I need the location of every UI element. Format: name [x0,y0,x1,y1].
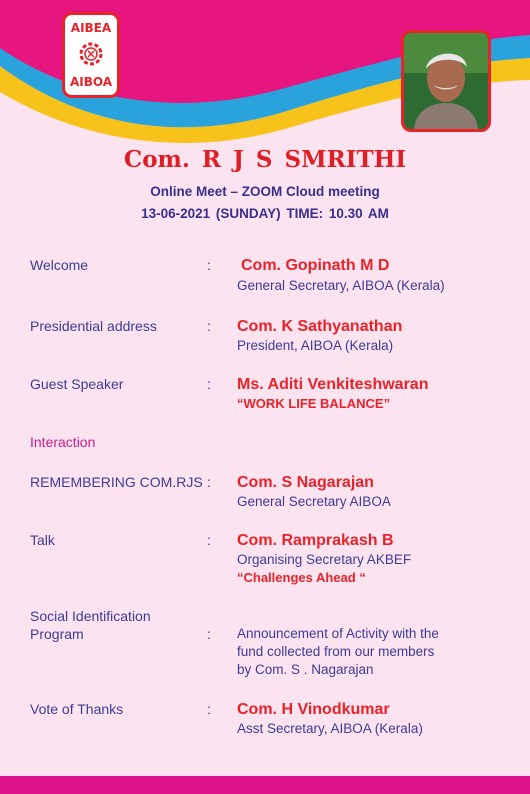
program-detail [237,531,517,587]
program-detail [237,473,517,511]
colon: : [207,626,211,642]
speaker-designation: General Secretary, AIBOA (Kerala) [237,278,445,293]
program-detail-info [237,277,517,295]
program-detail [237,375,517,413]
program-label [30,607,205,643]
colon: : [207,318,211,334]
colon: : [207,701,211,717]
colon: : [207,532,211,548]
program-label-line: Program [30,626,84,642]
colon: : [207,257,211,273]
portrait-image [404,33,488,129]
talk-topic: “Challenges Ahead “ [237,570,366,585]
program-detail [237,700,517,738]
speaker-name: Com. Gopinath M D [241,257,390,274]
colon: : [207,376,211,392]
speaker-name: Com. K Sathyanathan [237,318,403,335]
portrait-photo [401,30,491,132]
speaker-name: Com. Ramprakash B [237,532,394,549]
announcement-line: fund collected from our members [237,644,435,659]
program-label: REMEMBERING COM.RJS [30,474,203,490]
footer-bar [0,776,530,794]
event-title: Com. R J S SMRITHI [123,146,407,173]
gear-icon [77,40,105,68]
program-label: Presidential address [30,318,157,334]
program-label-line: Social Identification [30,608,151,624]
program-label: Interaction [30,434,96,450]
speaker-name: Com. H Vinodkumar [237,701,390,718]
speaker-name: Ms. Aditi Venkiteshwaran [237,376,429,393]
speaker-designation: President, AIBOA (Kerala) [237,338,394,353]
speaker-name: Com. S Nagarajan [237,474,374,491]
speaker-designation: Asst Secretary, AIBOA (Kerala) [237,721,423,736]
announcement-line: by Com. S . Nagarajan [237,662,374,677]
program-label: Talk [30,532,55,548]
program-detail [241,256,521,276]
program-detail [237,625,517,679]
speaker-designation: Organising Secretary AKBEF [237,552,412,567]
program-detail [237,317,517,355]
colon: : [207,474,211,490]
logo-bottom-text: AIBOA [69,75,113,89]
talk-topic: “WORK LIFE BALANCE” [237,396,391,411]
aibea-aiboa-logo [62,12,120,98]
program-label: Welcome [30,257,89,273]
program-label: Vote of Thanks [30,701,124,717]
event-date-time: 13-06-2021 (SUNDAY) TIME: 10.30 AM [141,206,389,221]
announcement-line: Announcement of Activity with the [237,626,439,641]
speaker-designation: General Secretary AIBOA [237,494,391,509]
program-label: Guest Speaker [30,376,124,392]
logo-top-text: AIBEA [70,21,112,35]
event-subtitle: Online Meet – ZOOM Cloud meeting [150,184,380,199]
